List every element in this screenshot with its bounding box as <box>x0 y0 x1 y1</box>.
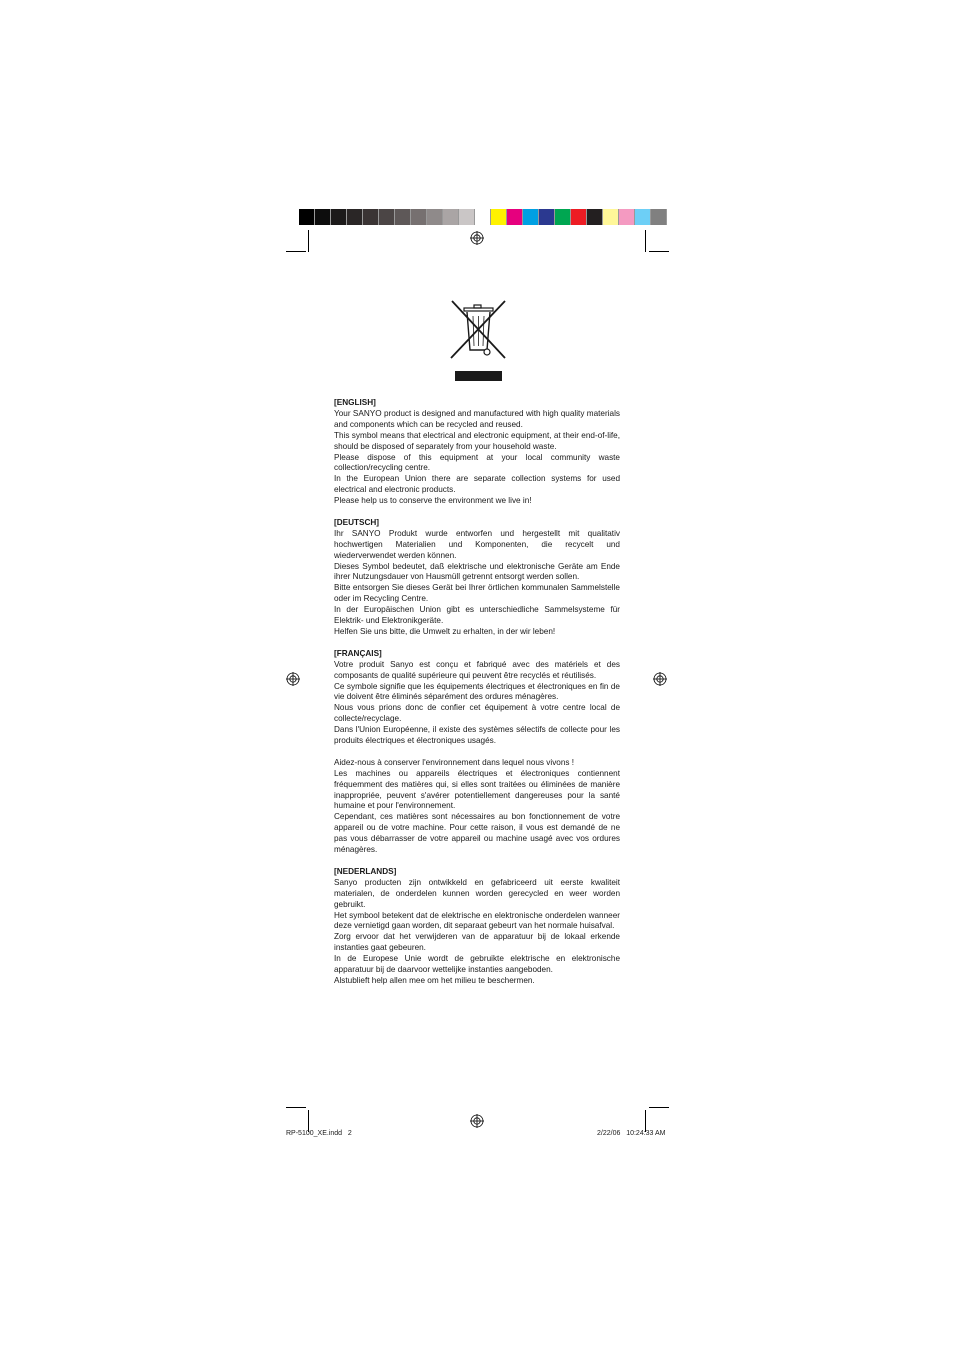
crop-mark-bottom-left-horizontal <box>286 1107 306 1108</box>
footer-file-name: RP-5100_XE.indd 2 <box>286 1130 352 1137</box>
section-paragraph: Dans l'Union Européenne, il existe des systèmes sélectifs de collecte pour les produits électriques et électroniques usagés. <box>334 725 620 746</box>
registration-mark-right-icon <box>653 672 667 686</box>
color-swatch <box>603 209 619 225</box>
language-section <box>334 518 620 638</box>
section-paragraph: Please help us to conserve the environment we live in! <box>334 496 532 506</box>
section-heading: [FRANÇAIS] <box>334 648 382 658</box>
color-swatch <box>571 209 587 225</box>
section-paragraph: Zorg ervoor dat het verwijderen van de apparatuur bij de lokaal erkende instanties gaat gebeuren. <box>334 932 620 953</box>
weee-crossed-bin-icon <box>449 298 507 360</box>
color-swatch <box>635 209 651 225</box>
color-swatch <box>539 209 555 225</box>
section-paragraph: Sanyo producten zijn ontwikkeld en gefabriceerd uit eerste kwaliteit materialen, de onderdelen kunnen worden gerecycled en weer worden gebruikt. <box>334 877 620 909</box>
section-paragraph: This symbol means that electrical and electronic equipment, at their end-of-life, should be disposed of separately from your household waste. <box>334 430 620 451</box>
color-swatch <box>395 209 411 225</box>
color-swatch <box>491 209 507 225</box>
color-swatch <box>651 209 667 225</box>
section-paragraph: In the European Union there are separate collection systems for used electrical and electronic products. <box>334 474 620 495</box>
section-paragraph: Votre produit Sanyo est conçu et fabriqué avec des matériels et des composants de qualité supérieure qui peuvent être recyclés et réutilisés. <box>334 659 620 680</box>
color-swatch <box>555 209 571 225</box>
crop-mark-top-left-horizontal <box>286 251 306 252</box>
section-paragraph: Het symbool betekent dat de elektrische en elektronische onderdelen wanneer deze vernietigd gaan worden, dit separaat gebeurt van het normale huisafval. <box>334 910 620 931</box>
color-swatch <box>619 209 635 225</box>
registration-mark-top-icon <box>470 231 484 245</box>
registration-mark-left-icon <box>286 672 300 686</box>
color-swatch <box>459 209 475 225</box>
color-swatch <box>331 209 347 225</box>
section-heading: [NEDERLANDS] <box>334 866 397 876</box>
section-paragraph: Ihr SANYO Produkt wurde entworfen und hergestellt mit qualitativ hochwertigen Materialien und Komponenten, die recycelt und wiederverwendet werden können. <box>334 528 620 560</box>
section-paragraph: Your SANYO product is designed and manufactured with high quality materials and components which can be recycled and reused. <box>334 408 620 429</box>
language-section <box>334 649 620 856</box>
crop-mark-top-left-vertical <box>308 230 309 252</box>
section-paragraph: Les machines ou appareils électriques et électroniques contiennent fréquemment des matières qui, si elles sont traitées ou éliminées de manière inappropriée, peuvent s'avérer potentiellement dangereuses pour la santé humaine et pour l'environnement. <box>334 768 620 811</box>
crop-mark-bottom-right-vertical <box>645 1110 646 1132</box>
section-paragraph: Bitte entsorgen Sie dieses Gerät bei Ihrer örtlichen kommunalen Sammelstelle oder im Recycling Centre. <box>334 583 620 604</box>
color-swatch <box>411 209 427 225</box>
color-swatch <box>507 209 523 225</box>
registration-mark-bottom-icon <box>470 1114 484 1128</box>
color-swatch <box>315 209 331 225</box>
crop-mark-top-right-horizontal <box>649 251 669 252</box>
crop-mark-top-right-vertical <box>645 230 646 252</box>
section-paragraph: Please dispose of this equipment at your local community waste collection/recycling centre. <box>334 452 620 473</box>
weee-underline-bar <box>455 371 502 381</box>
color-swatch <box>363 209 379 225</box>
crop-mark-bottom-left-vertical <box>308 1110 309 1132</box>
section-paragraph: Helfen Sie uns bitte, die Umwelt zu erhalten, in der wir leben! <box>334 627 556 637</box>
color-swatch <box>475 209 491 225</box>
footer-date-time: 2/22/06 10:24:33 AM <box>597 1130 666 1137</box>
section-paragraph: Aidez-nous à conserver l'environnement dans lequel nous vivons ! <box>334 757 575 767</box>
color-swatch <box>443 209 459 225</box>
section-paragraph: In de Europese Unie wordt de gebruikte elektrische en elektronische apparatuur bij de daarvoor wettelijke instanties aangeboden. <box>334 954 620 975</box>
language-section <box>334 867 620 987</box>
section-paragraph: Ce symbole signifie que les équipements électriques et électroniques en fin de vie doivent être éliminés séparément des ordures ménagères. <box>334 681 620 702</box>
color-swatch <box>427 209 443 225</box>
color-swatch <box>587 209 603 225</box>
color-swatch <box>379 209 395 225</box>
crop-mark-bottom-right-horizontal <box>649 1107 669 1108</box>
color-swatch <box>523 209 539 225</box>
section-paragraph: Nous vous prions donc de confier cet équipement à votre centre local de collecte/recyclage. <box>334 703 620 724</box>
section-paragraph: In der Europäischen Union gibt es unterschiedliche Sammelsysteme für Elektrik- und Elektronikgeräte. <box>334 605 620 626</box>
section-paragraph: Cependant, ces matières sont nécessaires au bon fonctionnement de votre appareil ou de votre machine. Pour cette raison, il vous est demandé de ne pas vous débarrasser de votre appareil ou machine usagé avec vos ordures ménagères. <box>334 812 620 855</box>
disposal-notice-text <box>334 398 620 998</box>
paragraph-gap <box>334 747 620 758</box>
color-swatch <box>347 209 363 225</box>
color-calibration-bar <box>299 209 667 225</box>
color-swatch <box>299 209 315 225</box>
language-section <box>334 398 620 507</box>
section-heading: [DEUTSCH] <box>334 517 380 527</box>
section-heading: [ENGLISH] <box>334 398 376 407</box>
section-paragraph: Alstublieft help allen mee om het milieu te beschermen. <box>334 975 535 985</box>
section-paragraph: Dieses Symbol bedeutet, daß elektrische und elektronische Geräte am Ende ihrer Nutzungsdauer von Hausmüll getrennt entsorgt werden sollen. <box>334 561 620 582</box>
